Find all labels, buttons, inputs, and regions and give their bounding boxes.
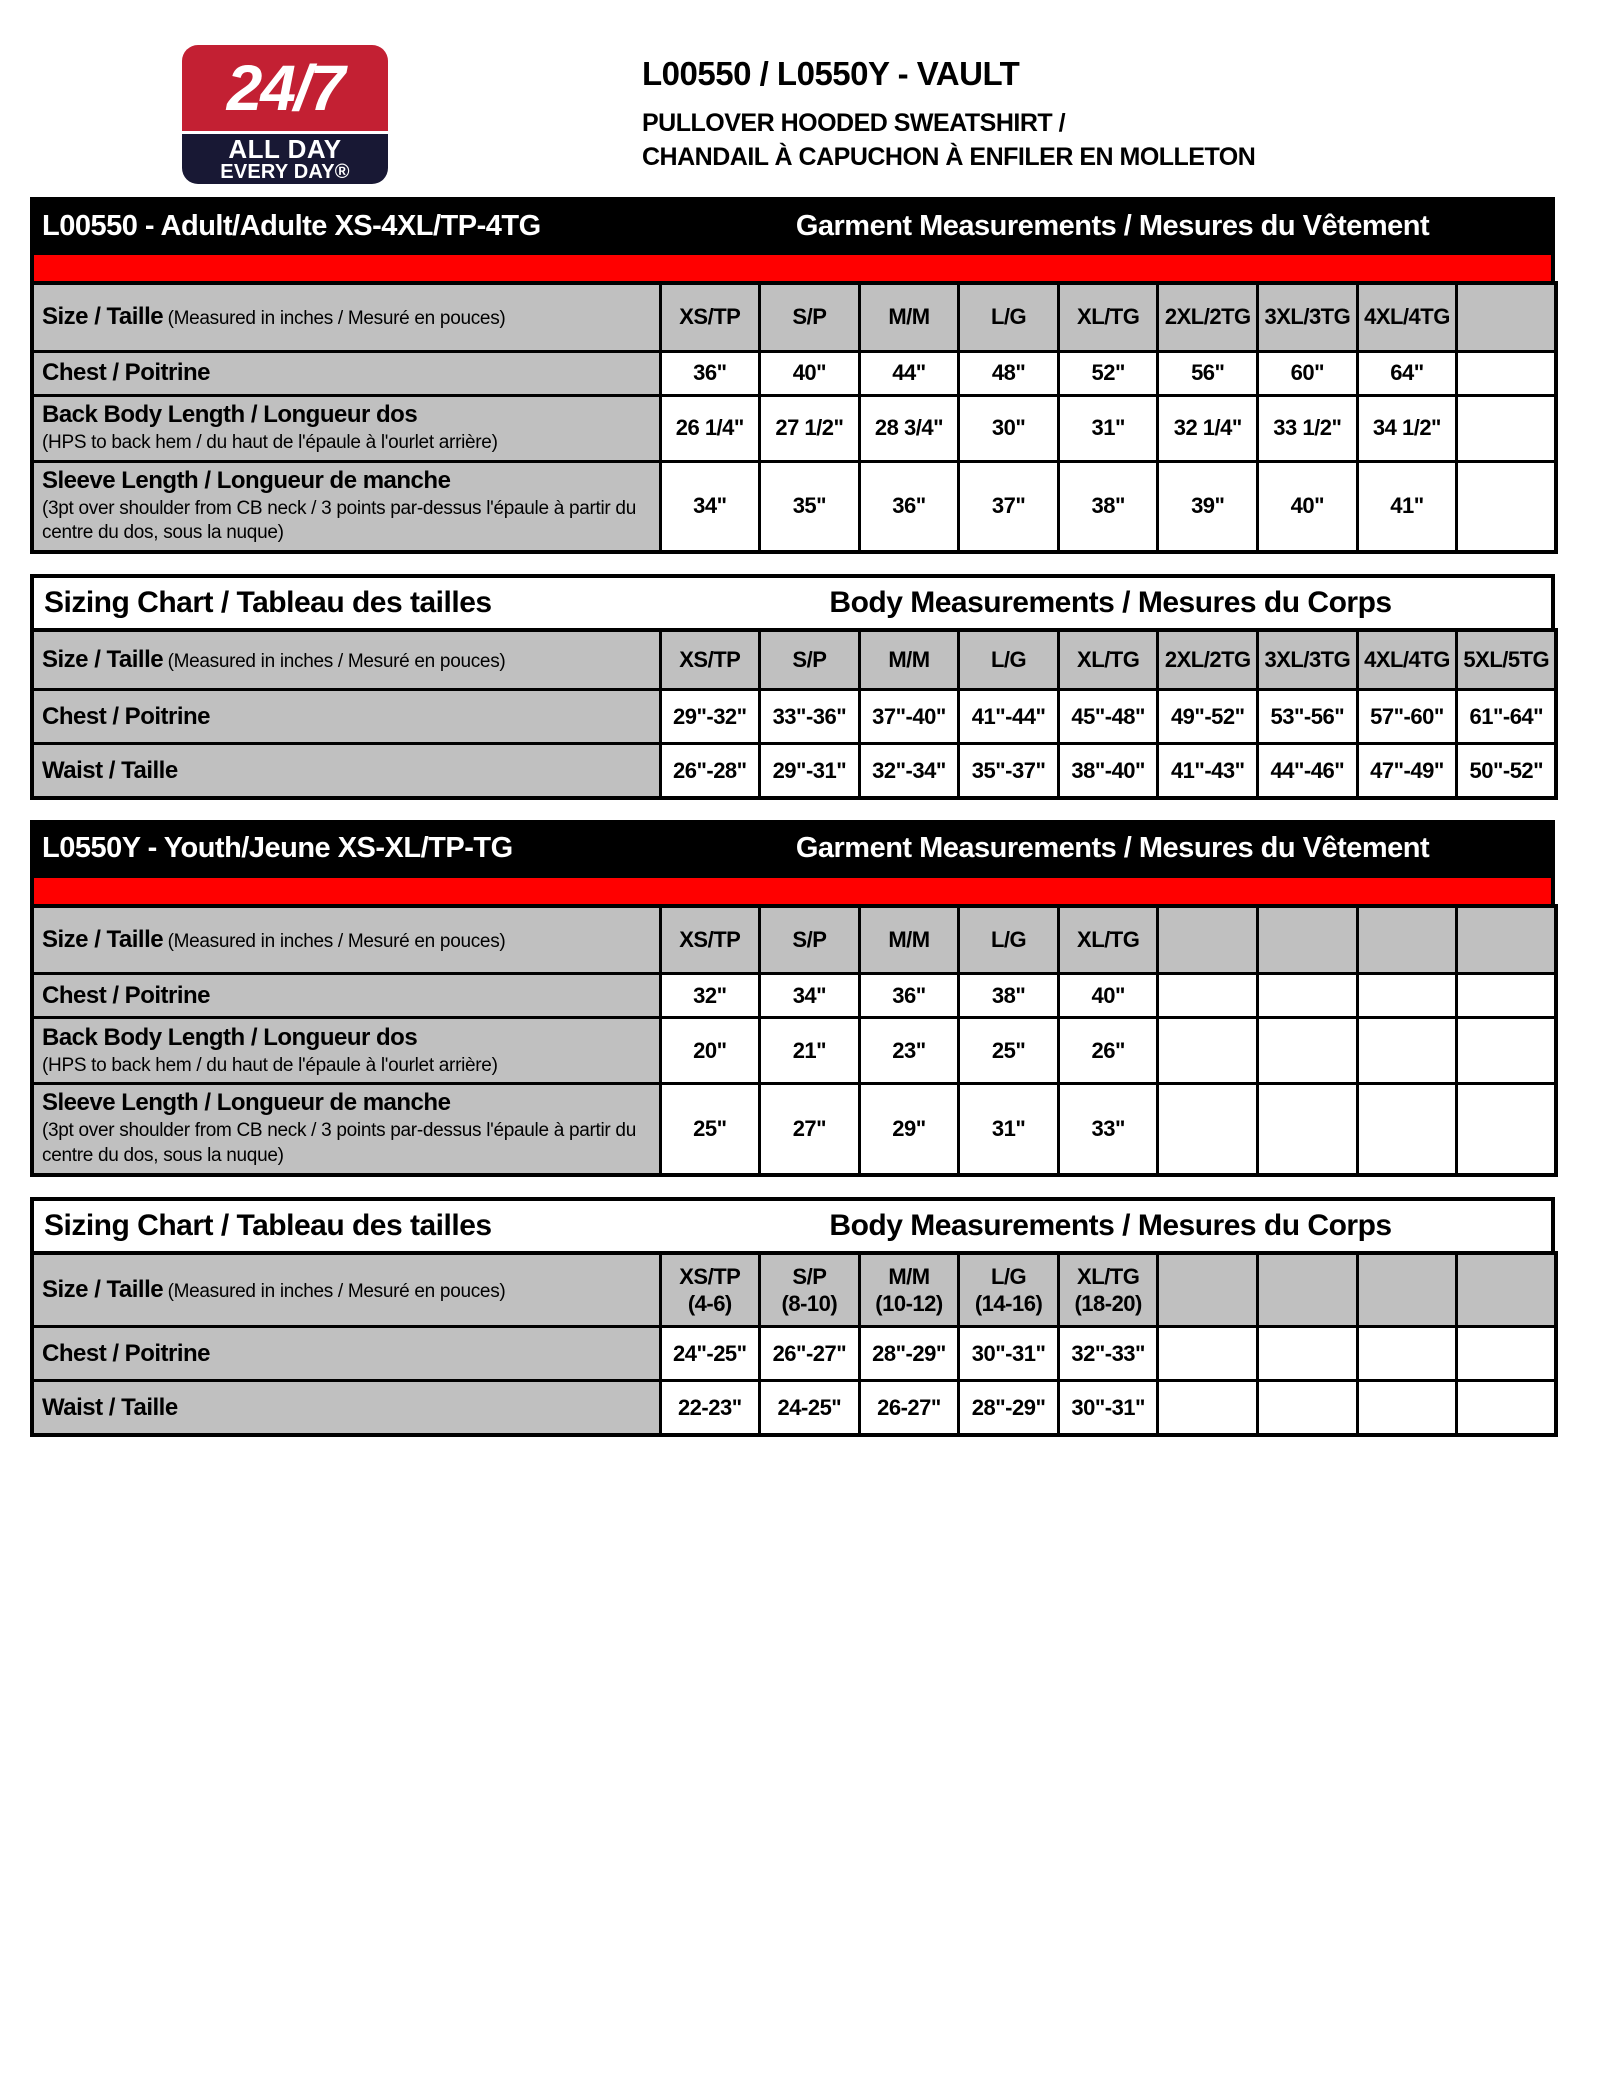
adult-garment-band — [30, 197, 1555, 255]
size-col-header — [1357, 1253, 1457, 1327]
size-note: (Measured in inches / Mesuré en pouces) — [167, 931, 506, 953]
size-col-header — [1258, 1253, 1358, 1327]
value-cell: 39" — [1158, 461, 1258, 552]
value-cell: 26-27" — [859, 1381, 959, 1435]
size-col-header: XS/TP — [660, 283, 760, 351]
row-label-text: Chest / Poitrine — [42, 981, 211, 1009]
row-label-text: Chest / Poitrine — [42, 702, 211, 730]
value-cell — [1357, 1327, 1457, 1381]
value-cell — [1457, 351, 1557, 395]
value-cell — [1357, 1381, 1457, 1435]
value-cell: 33"-36" — [760, 690, 860, 744]
value-cell: 21" — [760, 1018, 860, 1084]
adult-body-table — [30, 628, 1558, 800]
size-label: Size / Taille — [42, 1276, 164, 1303]
value-cell: 41"-44" — [959, 690, 1059, 744]
size-col-line1: S/P — [792, 1263, 827, 1289]
red-stripe — [30, 255, 1555, 281]
size-col-header: XL/TG — [1058, 630, 1158, 690]
size-col-header: 3XL/3TG — [1258, 283, 1358, 351]
band-title-left: L0550Y - Youth/Jeune XS-XL/TP-TG — [42, 832, 513, 865]
size-col-header: L/G — [959, 283, 1059, 351]
value-cell — [1457, 1327, 1557, 1381]
page-subtitle-en: PULLOVER HOODED SWEATSHIRT / — [642, 109, 1066, 137]
logo-allday-text: ALL DAY — [228, 133, 342, 164]
value-cell: 33 1/2" — [1258, 395, 1358, 461]
size-col-header: XS/TP — [660, 906, 760, 974]
size-col-header — [760, 1253, 860, 1327]
value-cell — [1158, 974, 1258, 1018]
value-cell: 33" — [1058, 1084, 1158, 1175]
size-col-header — [1457, 1253, 1557, 1327]
row-label-back-body-length — [32, 1018, 660, 1084]
value-cell: 36" — [859, 461, 959, 552]
size-note: (Measured in inches / Mesuré en pouces) — [167, 651, 506, 673]
size-col-header: 2XL/2TG — [1158, 630, 1258, 690]
table-row — [32, 1381, 1556, 1435]
value-cell: 50"-52" — [1457, 744, 1557, 798]
table-row — [32, 744, 1556, 798]
size-col-header: XS/TP — [660, 630, 760, 690]
band-title-right: Body Measurements / Mesures du Corps — [829, 585, 1392, 619]
value-cell: 27" — [760, 1084, 860, 1175]
value-cell: 61"-64" — [1457, 690, 1557, 744]
size-label: Size / Taille — [42, 303, 164, 331]
size-col-header — [1158, 906, 1258, 974]
value-cell: 57"-60" — [1357, 690, 1457, 744]
value-cell: 28"-29" — [959, 1381, 1059, 1435]
size-col-line1: L/G — [990, 1263, 1027, 1289]
row-label-sleeve-length — [32, 1084, 660, 1175]
value-cell: 27 1/2" — [760, 395, 860, 461]
table-row — [32, 351, 1556, 395]
value-cell: 45"-48" — [1058, 690, 1158, 744]
table-row — [32, 1084, 1556, 1175]
value-cell: 26"-27" — [760, 1327, 860, 1381]
size-header-row — [32, 1253, 1556, 1327]
page-title: L00550 / L0550Y - VAULT — [642, 55, 1020, 92]
title-block — [642, 55, 1255, 175]
band-title-left: L00550 - Adult/Adulte XS-4XL/TP-4TG — [42, 209, 541, 242]
logo-24-7 — [182, 45, 388, 184]
size-col-line1: M/M — [888, 1263, 930, 1289]
value-cell: 40" — [1058, 974, 1158, 1018]
row-label-waist — [32, 1381, 660, 1435]
row-label-text: Waist / Taille — [42, 756, 178, 784]
value-cell: 22-23" — [660, 1381, 760, 1435]
value-cell: 34" — [660, 461, 760, 552]
value-cell: 24-25" — [760, 1381, 860, 1435]
page-subtitle-fr: CHANDAIL À CAPUCHON À ENFILER EN MOLLETON — [642, 142, 1256, 171]
value-cell: 38"-40" — [1058, 744, 1158, 798]
row-label-text: Back Body Length / Longueur dos — [42, 400, 418, 428]
value-cell — [1258, 974, 1358, 1018]
value-cell: 35" — [760, 461, 860, 552]
youth-garment-table — [30, 904, 1558, 1177]
size-header-cell — [32, 1253, 660, 1327]
size-header-cell — [32, 630, 660, 690]
value-cell: 38" — [959, 974, 1059, 1018]
size-col-header — [1058, 1253, 1158, 1327]
size-col-header — [959, 1253, 1059, 1327]
value-cell: 53"-56" — [1258, 690, 1358, 744]
size-col-header — [660, 1253, 760, 1327]
value-cell — [1258, 1084, 1358, 1175]
size-col-header: 2XL/2TG — [1158, 283, 1258, 351]
value-cell: 26" — [1058, 1018, 1158, 1084]
value-cell — [1457, 1018, 1557, 1084]
value-cell — [1357, 1018, 1457, 1084]
row-label-subtext: (3pt over shoulder from CB neck / 3 points par-dessus l'épaule à partir du centre du dos, sous la nuque) — [42, 1120, 636, 1167]
youth-garment-section — [30, 820, 1555, 1177]
value-cell — [1357, 1084, 1457, 1175]
value-cell: 30"-31" — [959, 1327, 1059, 1381]
value-cell — [1457, 974, 1557, 1018]
table-row — [32, 690, 1556, 744]
size-note: (Measured in inches / Mesuré en pouces) — [167, 308, 506, 330]
band-title-right: Garment Measurements / Mesures du Vêtement — [795, 832, 1430, 865]
red-stripe — [30, 878, 1555, 904]
value-cell: 25" — [959, 1018, 1059, 1084]
band-title-left: Sizing Chart / Tableau des tailles — [44, 585, 492, 619]
youth-body-table — [30, 1251, 1558, 1437]
size-note: (Measured in inches / Mesuré en pouces) — [167, 1281, 506, 1302]
value-cell: 40" — [760, 351, 860, 395]
value-cell: 23" — [859, 1018, 959, 1084]
size-col-line1: XS/TP — [679, 1263, 741, 1289]
adult-garment-section — [30, 197, 1555, 554]
size-header-row — [32, 630, 1556, 690]
value-cell: 20" — [660, 1018, 760, 1084]
value-cell: 30" — [959, 395, 1059, 461]
value-cell — [1457, 461, 1557, 552]
size-col-header — [1357, 906, 1457, 974]
value-cell: 35"-37" — [959, 744, 1059, 798]
value-cell — [1258, 1018, 1358, 1084]
band-title-left: Sizing Chart / Tableau des tailles — [44, 1208, 492, 1242]
size-label: Size / Taille — [42, 646, 164, 674]
row-label-chest — [32, 974, 660, 1018]
size-header-cell — [32, 906, 660, 974]
value-cell: 26 1/4" — [660, 395, 760, 461]
adult-body-band — [30, 574, 1555, 628]
value-cell: 56" — [1158, 351, 1258, 395]
size-col-header: S/P — [760, 283, 860, 351]
value-cell: 34" — [760, 974, 860, 1018]
size-col-header — [1258, 906, 1358, 974]
row-label-chest — [32, 1327, 660, 1381]
size-col-header: XL/TG — [1058, 906, 1158, 974]
row-label-text: Back Body Length / Longueur dos — [42, 1023, 418, 1051]
logo-everyday-text: EVERY DAY® — [220, 160, 350, 183]
value-cell: 38" — [1058, 461, 1158, 552]
value-cell — [1357, 974, 1457, 1018]
size-col-header: L/G — [959, 906, 1059, 974]
youth-garment-band — [30, 820, 1555, 878]
value-cell — [1258, 1381, 1358, 1435]
value-cell — [1158, 1018, 1258, 1084]
table-row — [32, 1327, 1556, 1381]
value-cell: 49"-52" — [1158, 690, 1258, 744]
size-col-header: 4XL/4TG — [1357, 283, 1457, 351]
size-col-header: S/P — [760, 906, 860, 974]
value-cell: 28"-29" — [859, 1327, 959, 1381]
value-cell: 64" — [1357, 351, 1457, 395]
size-header-row — [32, 283, 1556, 351]
value-cell: 32" — [660, 974, 760, 1018]
value-cell: 37"-40" — [859, 690, 959, 744]
value-cell: 32"-33" — [1058, 1327, 1158, 1381]
band-title-right: Garment Measurements / Mesures du Vêtement — [795, 209, 1430, 242]
value-cell: 29"-31" — [760, 744, 860, 798]
value-cell: 37" — [959, 461, 1059, 552]
size-label: Size / Taille — [42, 926, 164, 954]
value-cell — [1457, 1084, 1557, 1175]
size-header-cell — [32, 283, 660, 351]
value-cell — [1158, 1381, 1258, 1435]
value-cell: 36" — [859, 974, 959, 1018]
value-cell: 31" — [1058, 395, 1158, 461]
size-col-line2: (10-12) — [875, 1291, 943, 1316]
logo-247-badge — [182, 45, 388, 131]
value-cell: 30"-31" — [1058, 1381, 1158, 1435]
value-cell: 40" — [1258, 461, 1358, 552]
size-col-line1: XL/TG — [1077, 1263, 1140, 1289]
value-cell: 25" — [660, 1084, 760, 1175]
value-cell: 31" — [959, 1084, 1059, 1175]
value-cell: 60" — [1258, 351, 1358, 395]
youth-body-band — [30, 1197, 1555, 1251]
table-row — [32, 461, 1556, 552]
row-label-chest — [32, 690, 660, 744]
table-row — [32, 974, 1556, 1018]
value-cell: 34 1/2" — [1357, 395, 1457, 461]
value-cell: 32 1/4" — [1158, 395, 1258, 461]
size-col-header: S/P — [760, 630, 860, 690]
size-col-line2: (4-6) — [687, 1291, 732, 1316]
value-cell — [1158, 1084, 1258, 1175]
row-label-back-body-length — [32, 395, 660, 461]
row-label-text: Chest / Poitrine — [42, 359, 211, 386]
size-col-header: 5XL/5TG — [1457, 630, 1557, 690]
row-label-subtext: (3pt over shoulder from CB neck / 3 points par-dessus l'épaule à partir du centre du dos, sous la nuque) — [42, 497, 636, 544]
logo-allday-badge — [182, 134, 388, 184]
value-cell: 41"-43" — [1158, 744, 1258, 798]
value-cell: 32"-34" — [859, 744, 959, 798]
value-cell: 29" — [859, 1084, 959, 1175]
size-col-header — [1457, 283, 1557, 351]
size-col-header: L/G — [959, 630, 1059, 690]
value-cell: 36" — [660, 351, 760, 395]
row-label-subtext: (HPS to back hem / du haut de l'épaule à l'ourlet arrière) — [42, 1054, 498, 1076]
value-cell: 28 3/4" — [859, 395, 959, 461]
row-label-sleeve-length — [32, 461, 660, 552]
value-cell: 52" — [1058, 351, 1158, 395]
size-col-header: M/M — [859, 283, 959, 351]
size-col-line2: (14-16) — [974, 1291, 1043, 1316]
row-label-text: Waist / Taille — [42, 1393, 178, 1421]
size-col-header: M/M — [859, 906, 959, 974]
row-label-subtext: (HPS to back hem / du haut de l'épaule à l'ourlet arrière) — [42, 431, 498, 453]
row-label-waist — [32, 744, 660, 798]
size-col-header — [1158, 1253, 1258, 1327]
row-label-text: Sleeve Length / Longueur de manche — [42, 466, 451, 494]
value-cell — [1158, 1327, 1258, 1381]
value-cell: 29"-32" — [660, 690, 760, 744]
adult-garment-table — [30, 281, 1558, 554]
size-col-header: XL/TG — [1058, 283, 1158, 351]
value-cell — [1457, 1381, 1557, 1435]
table-row — [32, 1018, 1556, 1084]
value-cell: 41" — [1357, 461, 1457, 552]
content — [30, 197, 1555, 1457]
size-col-header — [1457, 906, 1557, 974]
size-col-header — [859, 1253, 959, 1327]
logo-247-text: 24/7 — [226, 52, 344, 124]
band-title-right: Body Measurements / Mesures du Corps — [829, 1208, 1392, 1242]
size-col-header: 3XL/3TG — [1258, 630, 1358, 690]
row-label-text: Chest / Poitrine — [42, 1339, 211, 1367]
size-col-line2: (18-20) — [1074, 1291, 1142, 1316]
row-label-chest — [32, 351, 660, 395]
value-cell — [1457, 395, 1557, 461]
table-row — [32, 395, 1556, 461]
value-cell: 48" — [959, 351, 1059, 395]
value-cell — [1258, 1327, 1358, 1381]
value-cell: 44"-46" — [1258, 744, 1358, 798]
row-label-text: Sleeve Length / Longueur de manche — [42, 1089, 451, 1117]
size-col-line2: (8-10) — [781, 1291, 838, 1316]
value-cell: 47"-49" — [1357, 744, 1457, 798]
value-cell: 26"-28" — [660, 744, 760, 798]
value-cell: 24"-25" — [660, 1327, 760, 1381]
size-header-row — [32, 906, 1556, 974]
adult-body-section — [30, 574, 1555, 800]
value-cell: 44" — [859, 351, 959, 395]
size-col-header: 4XL/4TG — [1357, 630, 1457, 690]
size-col-header: M/M — [859, 630, 959, 690]
youth-body-section — [30, 1197, 1555, 1437]
